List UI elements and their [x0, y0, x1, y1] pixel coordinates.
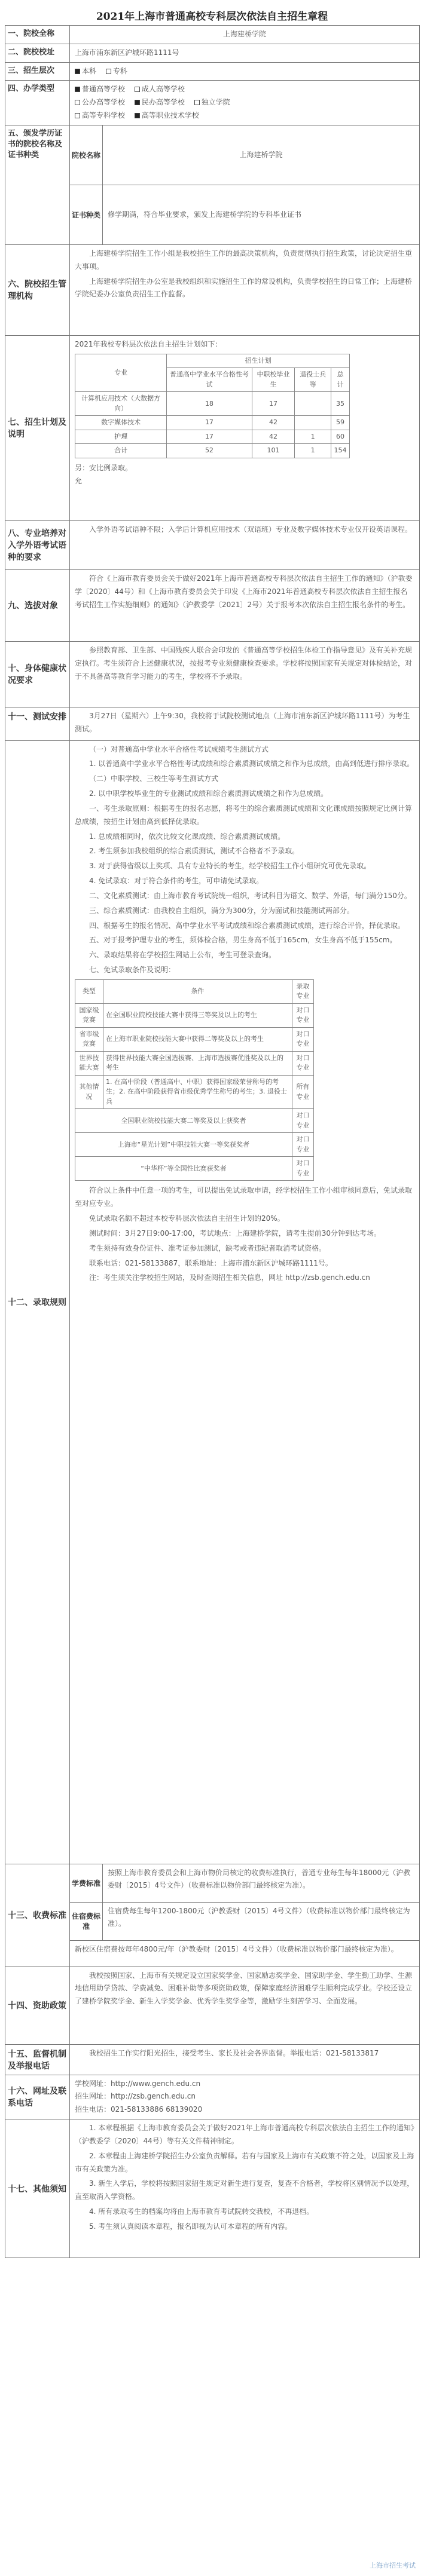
level-option: 专科 — [106, 65, 127, 78]
org-content — [70, 244, 420, 335]
plan-intro: 2021年我校专科层次依法自主招生计划如下： — [75, 339, 222, 348]
table-row: 合计 52 101 1 154 — [75, 444, 350, 458]
board-text: 住宿费每生每年1200-1800元（沪教委财〔2015〕4号文件）（收费标准以物价部门最终核定为准）。 — [103, 1902, 420, 1940]
table-row: 省市级竞赛 在上海市职业院校技能大赛中获得二等奖及以上的考生 对口专业 — [75, 1027, 314, 1051]
row-label-level: 三、招生层次 — [5, 62, 70, 81]
row-label-org: 六、院校招生管理机构 — [5, 244, 70, 335]
other-content: 1. 本章程根据《上海市教育委员会关于做好2021年上海市普通高校专科层次依法自主招生工作的通知》（沪教委学〔2020〕44号）等有关文件精神制定。 2. 本章程由上海建桥学院招生办公室负责解释。若有与国家及上海市有关政策不符之处，以国家及上海市有关政策为准。 3. 新生入学后，学校将按照国家招生规定对新生进行复查，复查不合格者，学校将区别情况予以处理，直至取消入学资格。 4. 所有录取考生的档案均将由上海市教育考试院转交我校，不再退档。 5. 考生须认真阅读本章程，报名即视为认可本章程的所有内容。 — [70, 2119, 420, 2258]
exempt-table — [75, 979, 314, 1181]
row-label-supervise: 十五、监督机制及举报电话 — [5, 2044, 70, 2075]
plan-content — [70, 335, 420, 520]
checkbox-checked-icon — [75, 87, 80, 92]
table-row: 护理 17 42 1 60 — [75, 430, 350, 444]
table-row: 全国职业院校技能大赛二等奖及以上获奖者 对口专业 — [75, 1109, 314, 1133]
table-row: “中华杯”等全国性比赛获奖者 对口专业 — [75, 1157, 314, 1181]
plan-col-header: 总计 — [331, 368, 350, 392]
row-label-fee: 十三、收费标准 — [5, 1864, 70, 1967]
level-option: 本科 — [75, 65, 96, 78]
type-option: 高等职业技术学校 — [135, 109, 199, 122]
checkbox-checked-icon — [135, 100, 140, 105]
exempt-header: 类型 — [75, 979, 103, 1003]
type-option: 公办高等学校 — [75, 96, 125, 109]
type-option: 成人高等学校 — [135, 83, 185, 96]
row-label-address: 二、院校校址 — [5, 44, 70, 62]
row-label-test: 十一、测试安排 — [5, 707, 70, 740]
type-option: 民办高等学校 — [135, 96, 185, 109]
contact-line: 学校网址：http://www.gench.edu.cn — [75, 2079, 201, 2088]
table-row: 国家级竞赛 在全国职业院校技能大赛中获得三等奖及以上的考生 对口专业 — [75, 1003, 314, 1027]
plan-note: 另：安比例录取。 — [75, 463, 133, 472]
plan-header-major: 专业 — [75, 354, 167, 392]
plan-header-plan: 招生计划 — [167, 354, 350, 368]
contact-line: 招生网址：http://zsb.gench.edu.cn — [75, 2092, 196, 2101]
checkbox-empty-icon — [75, 100, 80, 105]
org-paragraph: 上海建桥学院招生办公室是我校组织和实施招生工作的常设机构，负责学校招生的日常工作；上海建桥学院纪委办公室负责招生工作监督。 — [75, 277, 413, 299]
health-content: 参照教育部、卫生部、中国残疾人联合会印发的《普通高等学校招生体检工作指导意见》及有关补充规定执行。考生须符合上述健康状况，按报考专业须健康检查要求。学校将按照国家有关规定对体检结论，对于不具备高等教育学习能力的考生，学校将不予录取。 — [70, 641, 420, 707]
plan-col-header: 退役士兵等 — [295, 368, 331, 392]
table-row: 世界技能大赛 获得世界技能大赛全国选拔赛、上海市选拔赛优胜奖及以上的考生 对口专业 — [75, 1051, 314, 1075]
school-address: 上海市浦东新区沪城环路1111号 — [70, 44, 420, 62]
table-row: 其他情况 1. 在高中阶段（普通高中、中职）获得国家级荣誉称号的考生；2. 在高中阶段获得省市级优秀学生称号的考生；3. 退役士兵 所有专业 — [75, 1075, 314, 1109]
watermark-logo: 上海市招生考试 — [370, 2562, 416, 2569]
checkbox-empty-icon — [106, 69, 111, 74]
page-title: 2021年上海市普通高校专科层次依法自主招生章程 — [96, 10, 328, 23]
contact-content — [70, 2075, 420, 2119]
cert-type-label: 证书种类 — [70, 185, 103, 244]
row-label-health: 十、身体健康状况要求 — [5, 641, 70, 707]
row-label-admit: 十二、录取规则 — [5, 740, 70, 1864]
contact-line: 招生电话：021-58133886 68139020 — [75, 2105, 203, 2114]
row-label-plan: 七、招生计划及说明 — [5, 335, 70, 520]
aid-content: 我校按照国家、上海市有关规定设立国家奖学金、国家励志奖学金、国家助学金、学生勤工助学、生源地信用助学贷款、学费减免、困难补助等多项资助政策，保障家庭经济困难学生顺利完成学业。学校还设立了建桥学院奖学金、新生入学奖学金、优秀学生奖学金等，激励学生刻苦学习、全面发展。 — [70, 1967, 420, 2044]
row-label-name: 一、院校全称 — [5, 26, 70, 44]
tuition-text: 按照上海市教育委员会和上海市物价局核定的收费标准执行，普通专业每生每年18000元（沪教委财〔2015〕4号文件）（收费标准以物价部门最终核定为准）。 — [103, 1864, 420, 1902]
target-content: 符合《上海市教育委员会关于做好2021年上海市普通高校专科层次依法自主招生工作的通知》（沪教委学〔2020〕44号）和《上海市教育委员会关于印发《上海市2021年普通高校专科层次依法自主招生报名考试招生工作实施细则》的通知》（沪教委学〔2021〕2号）关于报考本次依法自主招生报名条件的考生。 — [70, 569, 420, 641]
test-content: 3月27日（星期六）上午9:30，我校将于试院校测试地点（上海市浦东新区沪城环路1111号）为考生测试。 — [70, 707, 420, 740]
checkbox-checked-icon — [75, 69, 80, 74]
row-label-cert: 五、颁发学历证书的院校名称及证书种类 — [5, 125, 70, 244]
table-row: 数字媒体技术 17 42 59 — [75, 416, 350, 430]
type-option: 普通高等学校 — [75, 83, 125, 96]
tuition-label: 学费标准 — [70, 1864, 103, 1902]
cert-name-label: 院校名称 — [70, 125, 103, 185]
org-paragraph: 上海建桥学院招生工作小组是我校招生工作的最高决策机构，负责贯彻执行招生政策，讨论决定招生重大事项。 — [75, 249, 413, 271]
row-label-contact: 十六、网址及联系电话 — [5, 2075, 70, 2119]
type-options — [70, 81, 420, 125]
plan-col-header: 普通高中学业水平合格性考试 — [167, 368, 252, 392]
admit-content: （一）对普通高中学业水平合格性考试成绩考生测试方式 1. 以普通高中学业水平合格性考试成绩和综合素质测试成绩之和作为总成绩，由高到低进行排序录取。 （二）中职学校、三校生等考生测试方式 2. 以中职学校毕业生的专业测试成绩和综合素质测试成绩之和作为总成绩。 一、考生录取原则：根据考生的报名志愿，将考生的综合素质测试成绩和文化课成绩按照规定比例计算总成绩，按招生计划由高到低择优录取。 1. 总成绩相同时，依次比较文化课成绩、综合素质测试成绩。 2. 考生须参加我校组织的综合素质测试，测试不合格者不予录取。 3. 对于获得省级以上奖项、具有专业特长的考生，经学校招生工作小组研究可优先录取。 4. 免试录取：对于符合条件的考生，可申请免试录取。 二、文化素质测试：由上海市教育考试院统一组织，考试科目为语文、数学、外语，每门满分150分。 三、综合素质测试：由我校自主组织，满分为300分，分为面试和技能测试两部分。 四、根据考生的报名情况、高中学业水平考试成绩和综合素质测试成绩，进行综合评价，择优录取。 五、对于报考护理专业的考生，须体检合格，男生身高不低于165cm，女生身高不低于155cm。 六、录取结果将在学校招生网站上公布，考生可登录查询。 七、免试录取条件及说明： 类型 条件 录取专业 国家级竞赛 在全国职业院校技能大赛中获得三等奖及以上的考生 对口专业 省市级竞赛 在上海市职业院校技能大赛中获得二等奖及以上的考生 对口专业 世界技能大赛 获得世界技能大赛全国选拔赛、上海市选拔赛优胜奖及以上的考生 对口专业 其他情况 1. 在高中阶段（普通高中、中职）获得国家级荣誉称号的考生；2. 在高中阶段获得省市级优秀学生称号的考生；3. 退役士兵 所有专业 全国职业院校技能大赛二等奖及以上获奖者 对口专业 上海市“星光计划”中职技能大赛一等奖获奖者 对口专业 “中华杯”等全国性比赛获奖者 对口专业 符合以上条件中任意一项的考生，可以提出免试录取申请，经学校招生工作小组审核同意后，免试录取至对应专业。 免试录取名额不超过本校专科层次依法自主招生计划的20%。 测试时间：3月27日9:00-17:00，考试地点：上海建桥学院，请考生提前30分钟到达考场。 考生须持有效身份证件、准考证参加测试，缺考或者违纪者取消考试资格。 联系电话：021-58133887，联系地址：上海市浦东新区沪城环路1111号。 注：考生须关注学校招生网站，及时查阅招生相关信息，网址 http://zsb.gench.edu.cn — [70, 740, 420, 1864]
row-label-target: 九、选拔对象 — [5, 569, 70, 641]
foreign-content: 入学外语考试语种不限；入学后计算机应用技术（双语班）专业及数字媒体技术专业仅开设英语课程。 — [70, 520, 420, 569]
school-name: 上海建桥学院 — [70, 26, 420, 44]
plan-table — [75, 354, 350, 458]
plan-after: 允 — [75, 476, 83, 485]
board-label: 住宿费标准 — [70, 1902, 103, 1940]
charter-table — [5, 25, 420, 2258]
row-label-aid: 十四、资助政策 — [5, 1967, 70, 2044]
cert-type-value: 修学期满，符合毕业要求，颁发上海建桥学院的专科毕业证书 — [103, 185, 420, 244]
table-row: 计算机应用技术（大数据方向） 18 17 35 — [75, 392, 350, 416]
exempt-header: 条件 — [103, 979, 292, 1003]
exempt-header: 录取专业 — [292, 979, 313, 1003]
cert-name-value: 上海建桥学院 — [103, 125, 420, 185]
row-label-type: 四、办学类型 — [5, 81, 70, 125]
type-option: 高等专科学校 — [75, 109, 125, 122]
supervise-content: 我校招生工作实行阳光招生，接受考生、家长及社会各界监督。举报电话：021-58133817 — [70, 2044, 420, 2075]
checkbox-empty-icon — [194, 100, 200, 105]
checkbox-checked-icon — [135, 113, 140, 118]
plan-col-header: 中职校毕业生 — [252, 368, 295, 392]
row-label-foreign: 八、专业培养对入学外语考试语种的要求 — [5, 520, 70, 569]
type-option: 独立学院 — [194, 96, 230, 109]
checkbox-empty-icon — [75, 113, 80, 118]
row-label-other: 十七、其他须知 — [5, 2119, 70, 2258]
table-row: 上海市“星光计划”中职技能大赛一等奖获奖者 对口专业 — [75, 1133, 314, 1157]
fee-other: 新校区住宿费按每年4800元/年（沪教委财〔2015〕4号文件）（收费标准以物价部门最终核定为准）。 — [70, 1940, 420, 1967]
checkbox-empty-icon — [135, 87, 140, 92]
level-options — [70, 62, 420, 81]
